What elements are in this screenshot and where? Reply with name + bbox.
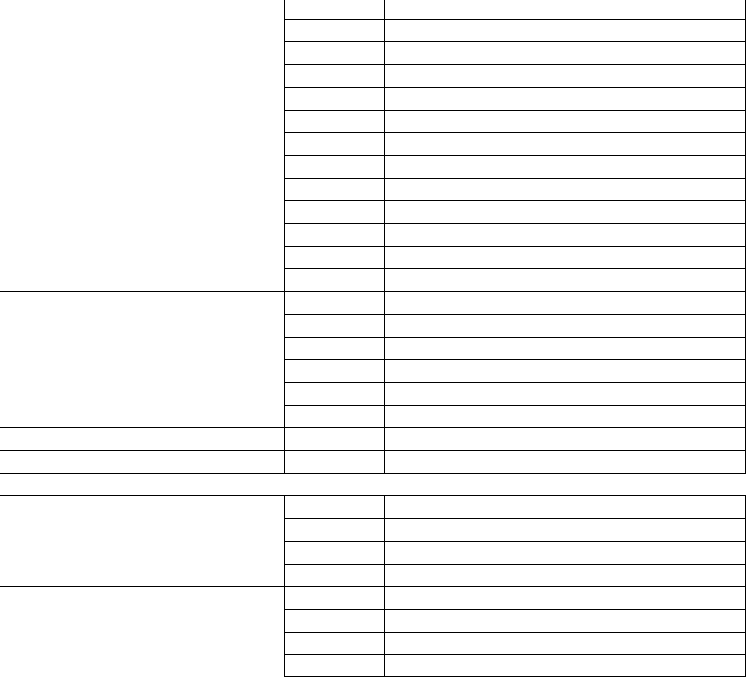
grid-line-horizontal xyxy=(284,314,746,315)
grid-line-horizontal xyxy=(284,427,746,428)
grid-line-horizontal xyxy=(284,200,746,201)
grid-line-horizontal xyxy=(284,110,746,111)
grid-line-horizontal xyxy=(0,495,746,496)
grid-line-horizontal xyxy=(284,291,746,292)
grid-line-horizontal xyxy=(0,586,285,587)
grid-line-horizontal xyxy=(0,427,285,428)
grid-line-vertical xyxy=(384,0,385,473)
grid-line-horizontal xyxy=(284,223,746,224)
grid-line-vertical xyxy=(384,495,385,677)
grid-line-horizontal xyxy=(284,132,746,133)
grid-line-horizontal xyxy=(284,178,746,179)
grid-line-horizontal xyxy=(284,246,746,247)
grid-line-horizontal xyxy=(284,155,746,156)
grid-line-horizontal xyxy=(0,291,285,292)
grid-line-horizontal xyxy=(284,64,746,65)
grid-line-horizontal xyxy=(284,609,746,610)
grid-line-horizontal xyxy=(284,632,746,633)
grid-line-horizontal xyxy=(284,405,746,406)
grid-line-horizontal xyxy=(284,382,746,383)
grid-line-horizontal xyxy=(284,19,746,20)
grid-line-horizontal xyxy=(0,473,746,474)
grid-line-horizontal xyxy=(284,541,746,542)
grid-line-horizontal xyxy=(284,87,746,88)
grid-line-horizontal xyxy=(284,564,746,565)
grid-line-vertical xyxy=(745,0,746,473)
grid-line-horizontal xyxy=(284,518,746,519)
grid-line-horizontal xyxy=(284,654,746,655)
grid-line-vertical xyxy=(284,495,285,677)
grid-line-horizontal xyxy=(284,450,746,451)
grid-line-horizontal xyxy=(0,450,285,451)
grid-line-horizontal xyxy=(284,41,746,42)
grid-line-horizontal xyxy=(284,586,746,587)
grid-line-vertical xyxy=(284,0,285,473)
grid-line-horizontal xyxy=(284,359,746,360)
grid-line-horizontal xyxy=(284,337,746,338)
grid-line-vertical xyxy=(745,495,746,677)
grid-line-horizontal xyxy=(284,268,746,269)
